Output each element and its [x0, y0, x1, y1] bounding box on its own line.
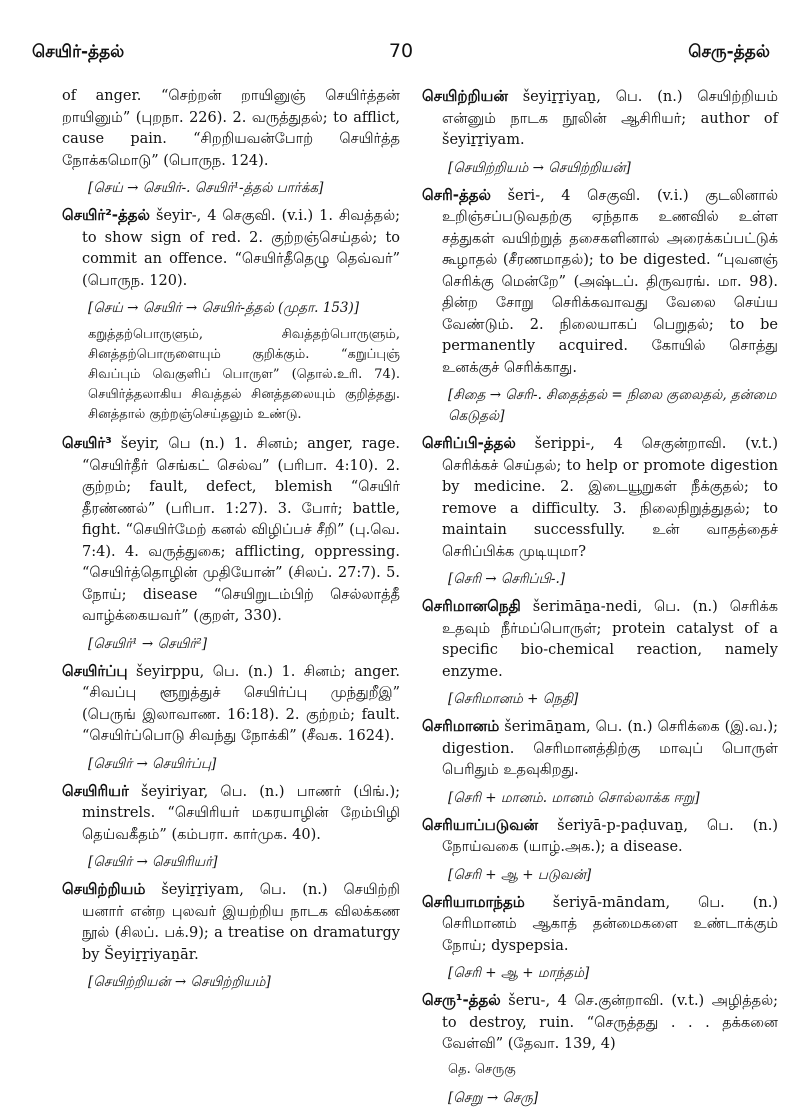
dictionary-entry — [422, 990, 778, 1056]
entry-definition: šeriyā-māndam, பெ. (n.) செரிமானம் ஆகாத் தன்மைகளை உண்டாக்கும் நோய்; dyspepsia. — [442, 894, 778, 954]
etymology: [செரி + ஆ + மாந்தம்] — [448, 965, 590, 981]
entry-definition: šeyir, பெ (n.) 1. சினம்; anger, rage. “செயிர்தீர் செங்கட் செல்வ” (பரிபா. 4:10). 2. குற்றம்; fault, defect, blemish “செயிர் தீரண்ணல்” (பரிபா. 1:27). 3. போர்; battle, fight. “செயிர்மேற் கனல் விழிப்பச் சீறி” (பு.வெ. 7:4). 4. வருத்துகை; afflicting, oppressing. “செயிர்த்தொழின் முதியோன்” (சிலப். 27:7). 5. நோய்; disease “செயிறுடம்பிற் செல்லாத்தீ வாழ்க்கையவர்” (குறள், 330). — [82, 436, 400, 624]
etymology: [செயிற்றியன் → செயிற்றியம்] — [88, 974, 271, 990]
etymology: [செயிர் → செயிரியர்] — [88, 854, 218, 870]
entry-definition: šeyiṟṟiyaṉ, பெ. (n.) செயிற்றியம் என்னும் நாடக நூலின் ஆசிரியர்; author of šeyiṟṟiyam. — [442, 89, 778, 148]
etymology: [செரிமானம் + நெதி] — [448, 691, 579, 707]
etymology: [செரி + மானம். மானம் சொல்லாக்க ஈறு] — [448, 789, 700, 806]
headword: செயிற்றியம் — [62, 880, 146, 898]
headword: செரு¹-த்தல் — [422, 991, 501, 1009]
etymology: [செய் → செயிர்-. செயிர்¹-த்தல் பார்க்க] — [88, 180, 324, 196]
etymology: [செய் → செயிர் → செயிர்-த்தல் (முதா. 153)] — [88, 300, 360, 316]
dictionary-entry — [422, 815, 778, 859]
dictionary-entry — [422, 892, 778, 958]
headword: செயிற்றியன் — [422, 87, 508, 105]
left-column — [62, 86, 400, 1080]
etymology: [செயிர் → செயிர்ப்பு] — [88, 755, 217, 772]
entry-definition: šeyir-, 4 செகுவி. (v.i.) 1. சிவத்தல்; to show sign of red. 2. குற்றஞ்செய்தல்; to commit an offence. “செயிர்தீதெழு தெவ்வர்” (பொருந. 120). — [82, 208, 400, 289]
dictionary-entry — [422, 185, 778, 380]
headword: செரிமானநெதி — [422, 597, 521, 615]
etymology: [செரி → செரிப்பி-.] — [448, 571, 566, 587]
entry-note: தெ. செருகு — [448, 1061, 516, 1077]
dictionary-entry — [62, 661, 400, 748]
continued-entry: of anger. “செற்றன் றாயினுஞ் செயிர்த்தன் றாயினும்” (புறநா. 226). 2. வருத்துதல்; to afflict, cause pain. “சிறறியவன்போற் செயிர்த்த நோக்கமொடு” (பொருந. 124). — [62, 88, 400, 169]
etymology: [செரி + ஆ + படுவன்] — [448, 866, 592, 883]
header-right-guideword: செரு-த்தல் — [688, 42, 770, 62]
headword: செயிரியர் — [62, 781, 129, 800]
headword: செயிர்ப்பு — [62, 661, 128, 680]
entry-definition: šeyiṟṟiyam, பெ. (n.) செயிற்றி யனார் என்ற புலவர் இயற்றிய நாடக விலக்கண நூல் (சிலப். பக்.9); a treatise on dramaturgy by Šeyiṟṟiyaṉār. — [82, 882, 400, 963]
entry-definition: šerippi-, 4 செகுன்றாவி. (v.t.) செரிக்கச் செய்தல்; to help or promote digestion by medicine. 2. இடையூறுகள் நீக்குதல்; to remove a difficulty. 3. நிலைநிறுத்துதல்; to maintain successfully. உன் வாதத்தைச் செரிப்பிக்க முடியுமா? — [442, 436, 778, 560]
headword: செயிர்³ — [62, 434, 112, 452]
dictionary-entry — [422, 716, 778, 782]
etymology: [சிதை → செரி-. சிதைத்தல் = நிலை குலைதல், தன்மை கெடுதல்] — [448, 387, 777, 424]
dictionary-entry — [62, 205, 400, 292]
dictionary-entry — [62, 433, 400, 628]
headword: செரியாப்படுவன் — [422, 815, 539, 834]
headword: செயிர்²-த்தல் — [62, 206, 151, 224]
entry-note: கறுத்தற்பொருளும், சிவத்தற்பொருளும், சினத்தற்பொருளையும் குறிக்கும். “கறுப்புஞ் சிவப்பும் வெகுளிப் பொருள” (தொல்.உரி. 74). செயிர்த்தலாகிய சிவத்தல் சினத்தலையும் குறித்தது. சினத்தால் குற்றஞ்செய்தலும் உண்டு. — [88, 327, 400, 422]
right-column — [422, 86, 778, 1106]
header-left-guideword: செயிர்-த்தல் — [32, 42, 125, 62]
dictionary-entry — [422, 433, 778, 563]
headword: செரி-த்தல் — [422, 185, 491, 204]
entry-definition: šeru-, 4 செ.குன்றாவி. (v.t.) அழித்தல்; to destroy, ruin. “செருத்தது . . . தக்கனை வேள்வி” (தேவா. 139, 4) — [442, 993, 778, 1052]
headword: செரிமானம் — [422, 717, 500, 735]
headword: செரியாமாந்தம் — [422, 892, 525, 911]
etymology: [செறு → செரு] — [448, 1089, 539, 1106]
entry-definition: šeyiriyar, பெ. (n.) பாணர் (பிங்.); minstrels. “செயிரியர் மகரயாழின் றேம்பிழி தெய்வகீதம்” (கம்பரா. கார்முக. 40). — [82, 783, 400, 843]
dictionary-entry — [62, 879, 400, 966]
etymology: [செயிற்றியம் → செயிற்றியன்] — [448, 159, 631, 176]
etymology: [செயிர்¹ → செயிர்²] — [88, 635, 208, 652]
page-header — [32, 40, 770, 70]
entry-definition: šeri-, 4 செகுவி. (v.i.) குடலினால் உறிஞ்சப்படுவதற்கு ஏந்தாக உணவில் உள்ள சத்துகள் வயிற்றுத் தசைகளினால் அரைக்கப்பட்டுக் கூழாதல் (சீரணமாதல்); to be digested. “புவனஞ் செரிக்கு மென்றே” (அஷ்டப். திருவரங். மா. 98). தின்ற சோறு செரிக்கவாவது வேலை செய்ய வேண்டும். 2. நிலையாகப் பெறுதல்; to be permanently acquired. கோயில் சொத்து உனக்குச் செரிக்காது. — [442, 187, 778, 376]
dictionary-entry — [422, 86, 778, 152]
dictionary-entry — [62, 781, 400, 847]
page-number: 70 — [388, 40, 414, 62]
dictionary-entry — [422, 596, 778, 683]
entry-definition: šerimāṉam, பெ. (n.) செரிக்கை (இ.வ.); digestion. செரிமானத்திற்கு மாவுப் பொருள் பெரிதும் உதவுகிறது. — [442, 719, 778, 778]
headword: செரிப்பி-த்தல் — [422, 434, 516, 452]
entry-definition: šeyirppu, பெ. (n.) 1. சினம்; anger. “சிவப்பு ளூறுத்துச் செயிர்ப்பு முந்துறீஇ” (பெருங் இலாவாண. 16:18). 2. குற்றம்; fault. “செயிர்ப்பொடு சிவந்து நோக்கி” (சீவக. 1624). — [82, 663, 400, 744]
entry-definition: šeriyā-p-paḍuvaṉ, பெ. (n.) நோய்வகை (யாழ்.அக.); a disease. — [442, 817, 778, 855]
entry-definition: šerimāṉa-nedi, பெ. (n.) செரிக்க உதவும் நீர்மப்பொருள்; protein catalyst of a specific bio-chemical reaction, namely enzyme. — [442, 599, 778, 680]
